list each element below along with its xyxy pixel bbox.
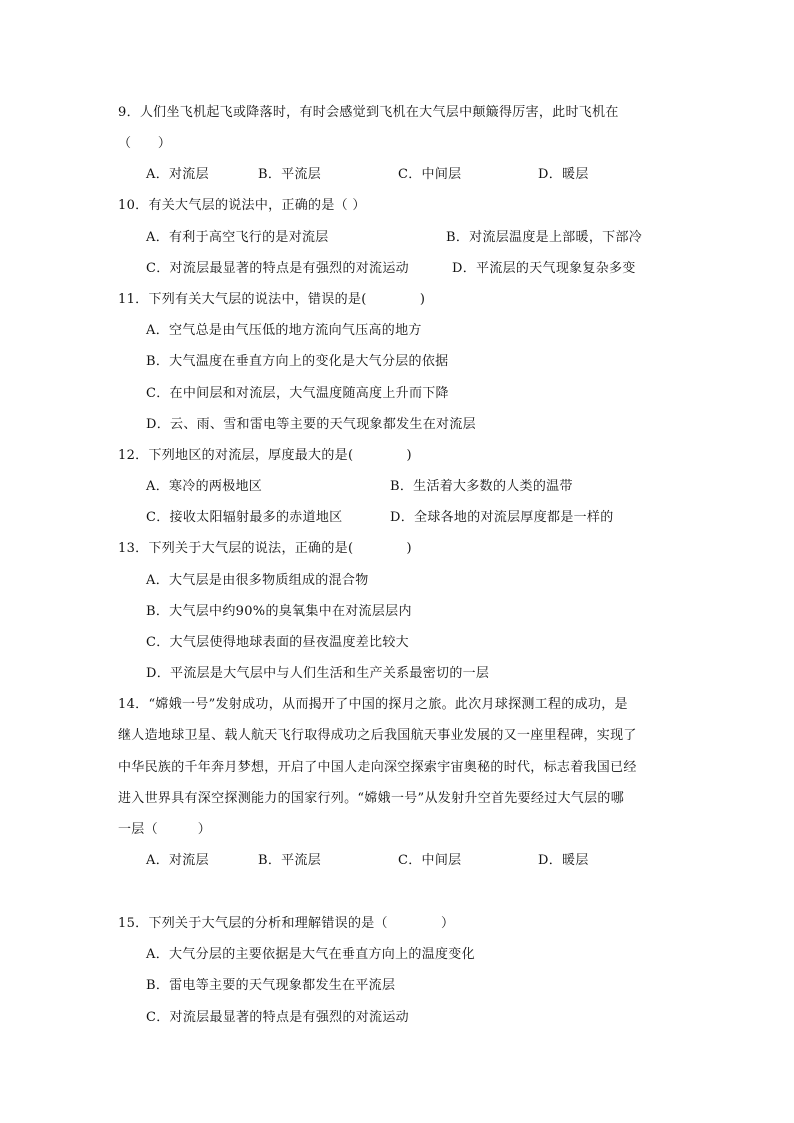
- question-9-stem-line-2: （ ）: [118, 136, 172, 151]
- question-15-option-b: B．雷电等主要的天气现象都发生在平流层: [146, 978, 396, 993]
- question-9-option-b: B．平流层: [258, 167, 322, 182]
- question-13-stem: 13．下列关于大气层的说法，正确的是( ): [118, 541, 412, 556]
- question-11-option-b: B．大气温度在垂直方向上的变化是大气分层的依据: [146, 354, 449, 369]
- question-11-option-a: A．空气总是由气压低的地方流向气压高的地方: [146, 323, 422, 338]
- question-14-option-d: D．暖层: [538, 853, 589, 868]
- question-15-option-a: A．大气分层的主要依据是大气在垂直方向上的温度变化: [146, 947, 475, 962]
- question-15-stem: 15．下列关于大气层的分析和理解错误的是（ ）: [118, 916, 455, 931]
- question-10-option-c: C．对流层最显著的特点是有强烈的对流运动: [146, 261, 409, 276]
- question-10-option-a: A．有利于高空飞行的是对流层: [146, 230, 329, 245]
- question-14-stem-line-4: 进入世界具有深空探测能力的国家行列。“嫦娥一号”从发射升空首先要经过大气层的哪: [118, 791, 624, 806]
- question-11-stem: 11．下列有关大气层的说法中，错误的是( ): [118, 292, 426, 307]
- question-13-option-d: D．平流层是大气层中与人们生活和生产关系最密切的一层: [146, 666, 490, 681]
- question-14-option-a: A．对流层: [146, 853, 209, 868]
- question-12-option-a: A．寒冷的两极地区: [146, 479, 263, 494]
- question-10-option-b: B．对流层温度是上部暖，下部冷: [446, 230, 643, 245]
- question-11-option-c: C．在中间层和对流层，大气温度随高度上升而下降: [146, 386, 449, 401]
- question-14-stem-line-3: 中华民族的千年奔月梦想，开启了中国人走向深空探索宇宙奥秘的时代，标志着我国已经: [118, 760, 637, 775]
- question-13-option-a: A．大气层是由很多物质组成的混合物: [146, 573, 369, 588]
- question-14-stem-line-2: 继人造地球卫星、载人航天飞行取得成功之后我国航天事业发展的又一座里程碑，实现了: [118, 728, 637, 743]
- question-13-option-b: B．大气层中约90%的臭氧集中在对流层层内: [146, 604, 412, 619]
- question-15-option-c: C．对流层最显著的特点是有强烈的对流运动: [146, 1010, 409, 1025]
- question-9-option-a: A．对流层: [146, 167, 209, 182]
- question-12-option-b: B．生活着大多数的人类的温带: [390, 479, 573, 494]
- question-9-option-d: D．暖层: [538, 167, 589, 182]
- question-14-stem-line-1: 14．“嫦娥一号”发射成功，从而揭开了中国的探月之旅。此次月球探测工程的成功，是: [118, 697, 628, 712]
- question-10-stem: 10．有关大气层的说法中，正确的是（ ）: [118, 198, 366, 213]
- question-10-option-d: D．平流层的天气现象复杂多变: [452, 261, 636, 276]
- question-13-option-c: C．大气层使得地球表面的昼夜温度差比较大: [146, 635, 409, 650]
- question-11-option-d: D．云、雨、雪和雷电等主要的天气现象都发生在对流层: [146, 417, 476, 432]
- question-12-stem: 12．下列地区的对流层，厚度最大的是( ): [118, 448, 412, 463]
- question-12-option-d: D．全球各地的对流层厚度都是一样的: [390, 510, 614, 525]
- question-14-stem-line-5: 一层（ ）: [118, 822, 212, 837]
- question-9-option-c: C．中间层: [398, 167, 462, 182]
- question-14-option-c: C．中间层: [398, 853, 462, 868]
- question-9-stem-line-1: 9．人们坐飞机起飞或降落时，有时会感觉到飞机在大气层中颠簸得厉害，此时飞机在: [118, 105, 619, 120]
- question-12-option-c: C．接收太阳辐射最多的赤道地区: [146, 510, 343, 525]
- question-14-option-b: B．平流层: [258, 853, 322, 868]
